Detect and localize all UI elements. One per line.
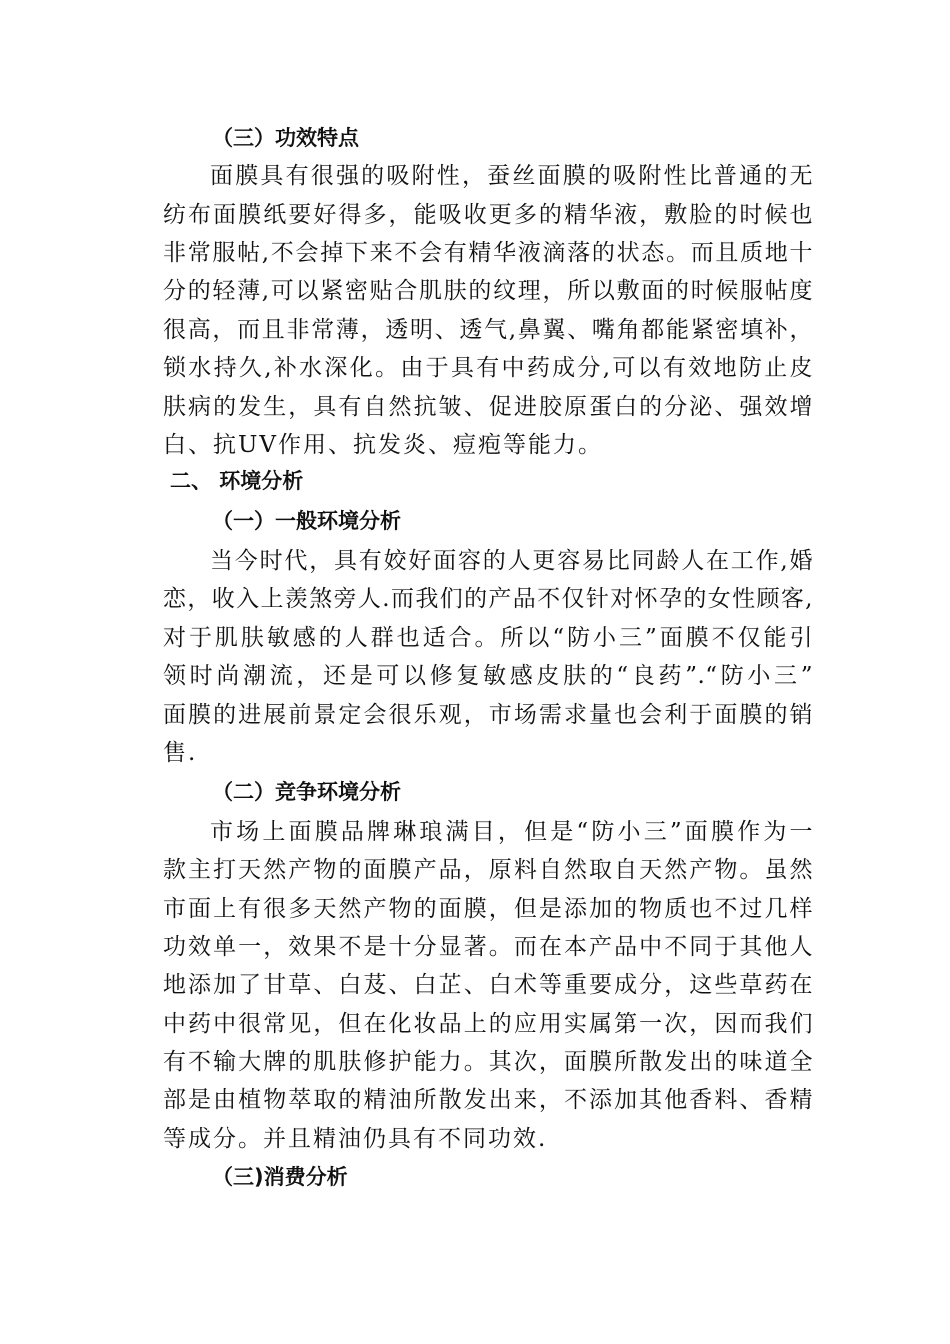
- paragraph-line: 领时尚潮流，还是可以修复敏感皮肤的“良药”.“防小三”: [163, 663, 813, 689]
- paragraph-line: 分的轻薄,可以紧密贴合肌肤的纹理，所以敷面的时候服帖度: [163, 278, 813, 304]
- section-heading-competitive-environment: （二）竞争环境分析: [212, 780, 401, 804]
- paragraph-line: 售.: [163, 740, 198, 766]
- paragraph-line: 中药中很常见，但在化妆品上的应用实属第一次，因而我们: [163, 1011, 813, 1037]
- paragraph-line: 恋，收入上羡煞旁人.而我们的产品不仅针对怀孕的女性顾客,: [163, 586, 813, 612]
- section-heading-general-environment: （一）一般环境分析: [212, 509, 401, 533]
- paragraph-line: 非常服帖,不会掉下来不会有精华液滴落的状态。而且质地十: [163, 240, 813, 266]
- paragraph-line: 面膜的进展前景定会很乐观，市场需求量也会利于面膜的销: [163, 702, 813, 728]
- section-heading-efficacy: （三）功效特点: [212, 126, 359, 150]
- paragraph-line: 肤病的发生，具有自然抗皱、促进胶原蛋白的分泌、强效增: [163, 394, 813, 420]
- paragraph-line: 市场上面膜品牌琳琅满目，但是“防小三”面膜作为一: [210, 819, 813, 845]
- paragraph-line: 面膜具有很强的吸附性，蚕丝面膜的吸附性比普通的无: [210, 163, 813, 189]
- paragraph-line: 白、抗UV作用、抗发炎、痘疱等能力。: [163, 432, 603, 458]
- paragraph-line: 当今时代，具有姣好面容的人更容易比同龄人在工作,婚: [210, 548, 813, 574]
- paragraph-line: 部是由植物萃取的精油所散发出来，不添加其他香料、香精: [163, 1087, 813, 1113]
- paragraph-line: 市面上有很多天然产物的面膜，但是添加的物质也不过几样: [163, 896, 813, 922]
- section-heading-environment-analysis: 二、 环境分析: [170, 469, 304, 493]
- paragraph-line: 功效单一，效果不是十分显著。而在本产品中不同于其他人: [163, 934, 813, 960]
- paragraph-line: 对于肌肤敏感的人群也适合。所以“防小三”面膜不仅能引: [163, 625, 813, 651]
- paragraph-line: 款主打天然产物的面膜产品，原料自然取自天然产物。虽然: [163, 857, 813, 883]
- section-heading-consumption-analysis: （三)消费分析: [212, 1165, 348, 1189]
- paragraph-line: 纺布面膜纸要好得多，能吸收更多的精华液，敷脸的时候也: [163, 202, 813, 228]
- paragraph-line: 等成分。并且精油仍具有不同功效.: [163, 1126, 548, 1152]
- paragraph-line: 地添加了甘草、白芨、白芷、白术等重要成分，这些草药在: [163, 972, 813, 998]
- paragraph-line: 很高，而且非常薄，透明、透气,鼻翼、嘴角都能紧密填补，: [163, 317, 813, 343]
- paragraph-line: 有不输大牌的肌肤修护能力。其次，面膜所散发出的味道全: [163, 1049, 813, 1075]
- paragraph-line: 锁水持久,补水深化。由于具有中药成分,可以有效地防止皮: [163, 355, 813, 381]
